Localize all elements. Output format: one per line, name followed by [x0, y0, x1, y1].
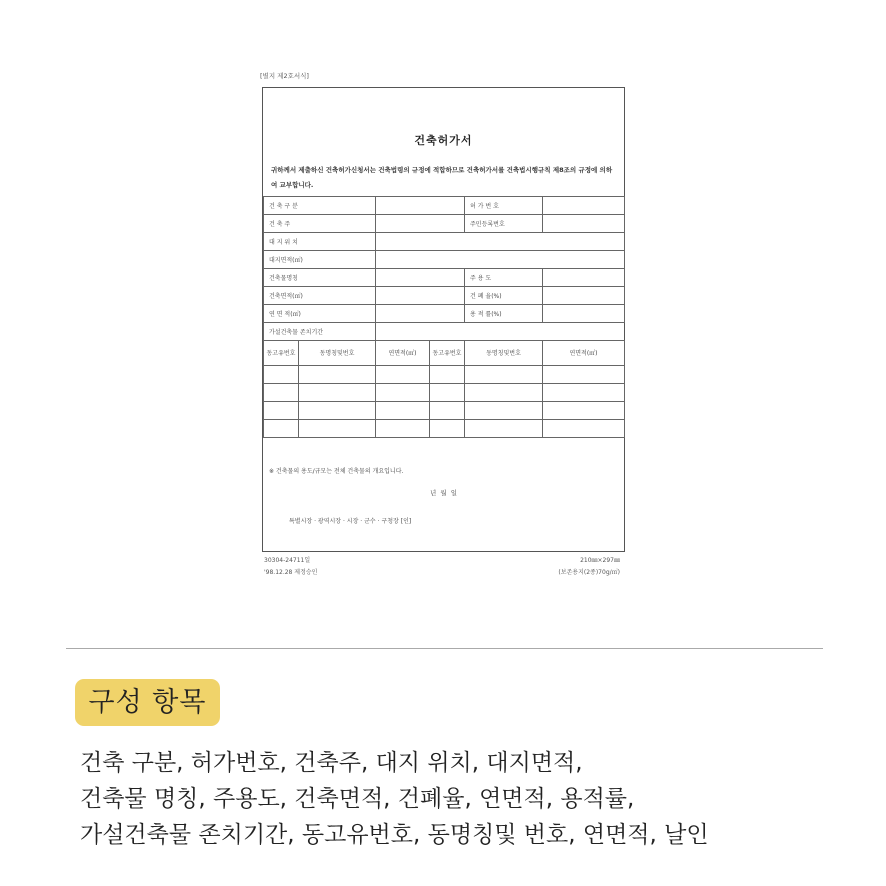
field-temp-period: 가설건축물 존치기간	[264, 323, 376, 341]
field-site-area: 대지면적(㎡)	[264, 251, 376, 269]
field-building-area: 건축면적(㎡)	[264, 287, 376, 305]
form-grid	[263, 196, 625, 438]
section-badge: 구성 항목	[75, 679, 220, 726]
table-row	[264, 366, 625, 384]
field-site-location: 대 지 위 치	[264, 233, 376, 251]
form-number-label: [별지 제2호서식]	[260, 72, 309, 80]
permit-form	[262, 87, 625, 552]
table-row	[264, 402, 625, 420]
field-permit-no: 허 가 번 호	[465, 197, 543, 215]
field-building-name-value	[376, 269, 465, 287]
field-main-use-value	[543, 269, 625, 287]
items-line: 가설건축물 존치기간, 동고유번호, 동명칭및 번호, 연면적, 날인	[80, 822, 709, 848]
field-total-floor-area-value	[376, 305, 465, 323]
form-meta-paper: (보존용지(2종)70g/㎡)	[558, 569, 620, 576]
form-footnote: ※ 건축물의 용도/규모는 전체 건축물의 개요입니다.	[269, 468, 404, 475]
field-floor-area-ratio-value	[543, 305, 625, 323]
form-title: 건축허가서	[414, 134, 473, 147]
form-date: 년 월 일	[430, 489, 457, 497]
field-coverage-ratio-value	[543, 287, 625, 305]
field-building-name: 건축물명칭	[264, 269, 376, 287]
col-header: 연면적(㎡)	[376, 341, 430, 366]
col-header: 동고유번호	[264, 341, 299, 366]
field-building-area-value	[376, 287, 465, 305]
field-site-location-value	[376, 233, 625, 251]
field-owner-value	[376, 215, 465, 233]
field-resident-no-value	[543, 215, 625, 233]
permit-form-image	[258, 70, 630, 576]
field-temp-period-value	[376, 323, 625, 341]
form-notice: 귀하께서 제출하신 건축허가신청서는 건축법령의 규정에 적합하므로 건축허가서를 건축법시행규칙 제8조의 규정에 의하여 교부합니다.	[271, 166, 613, 189]
form-meta-approval: '98.12.28 제정승인	[264, 569, 318, 576]
col-header: 동명칭및번호	[465, 341, 543, 366]
section-divider	[66, 648, 823, 649]
field-site-area-value	[376, 251, 625, 269]
field-building-type: 건 축 구 분	[264, 197, 376, 215]
items-line: 건축 구분, 허가번호, 건축주, 대지 위치, 대지면적,	[80, 750, 583, 776]
table-row	[264, 420, 625, 438]
field-building-type-value	[376, 197, 465, 215]
form-meta-code: 30304-24711일	[264, 557, 311, 564]
form-issuer: 특별시장 · 광역시장 · 시장 · 군수 · 구청장 [인]	[289, 518, 412, 525]
field-floor-area-ratio: 용 적 률(%)	[465, 305, 543, 323]
table-row	[264, 384, 625, 402]
form-meta-right	[558, 555, 620, 579]
field-coverage-ratio: 건 폐 율(%)	[465, 287, 543, 305]
field-resident-no: 주민등록번호	[465, 215, 543, 233]
col-header: 동고유번호	[430, 341, 465, 366]
form-meta-size: 210㎜×297㎜	[580, 557, 620, 564]
field-owner: 건 축 주	[264, 215, 376, 233]
field-permit-no-value	[543, 197, 625, 215]
field-main-use: 주 용 도	[465, 269, 543, 287]
form-meta-left	[264, 555, 317, 579]
items-description	[80, 745, 870, 853]
col-header: 동명칭및번호	[299, 341, 376, 366]
items-line: 건축물 명칭, 주용도, 건축면적, 건폐율, 연면적, 용적률,	[80, 786, 635, 812]
field-total-floor-area: 연 면 적(㎡)	[264, 305, 376, 323]
col-header: 연면적(㎡)	[543, 341, 625, 366]
